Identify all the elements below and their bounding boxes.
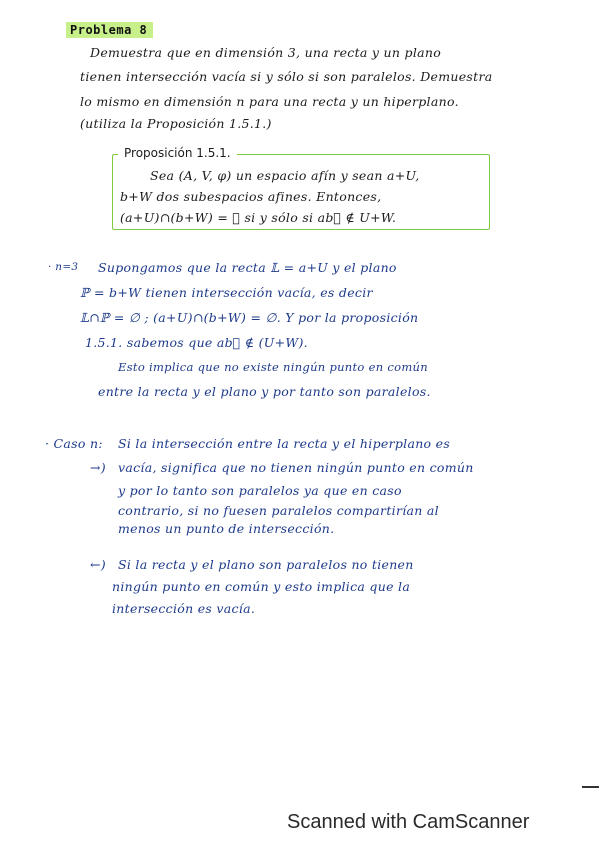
- case3-line-5: Esto implica que no existe ningún punto en común: [118, 360, 428, 374]
- casen-back-line-3: intersección es vacía.: [112, 601, 256, 616]
- scan-edge-mark: [582, 786, 599, 788]
- casen-forward-line-3: contrario, si no fuesen paralelos compartirían al: [118, 503, 439, 518]
- proposition-title: Proposición 1.5.1.: [118, 146, 237, 160]
- case3-line-1: Supongamos que la recta 𝕃 = a+U y el plano: [98, 260, 397, 275]
- camscanner-footer: Scanned with CamScanner: [287, 811, 530, 833]
- problem-title: Problema 8: [66, 22, 153, 38]
- proposition-line-3: (a+U)∩(b+W) = ∅ si y sólo si ab⃗ ∉ U+W.: [120, 210, 397, 225]
- casen-back-line-2: ningún punto en común y esto implica que la: [112, 579, 411, 594]
- casen-forward-line-4: menos un punto de intersección.: [118, 521, 335, 536]
- case3-line-4: 1.5.1. sabemos que ab⃗ ∉ (U+W).: [85, 335, 308, 350]
- casen-back-line-1: Si la recta y el plano son paralelos no tienen: [118, 557, 414, 572]
- statement-line-4: (utiliza la Proposición 1.5.1.): [80, 116, 272, 131]
- casen-forward-line-1: vacía, significa que no tienen ningún punto en común: [118, 460, 474, 475]
- casen-first-line: Si la intersección entre la recta y el hiperplano es: [118, 436, 451, 451]
- case3-line-6: entre la recta y el plano y por tanto son paralelos.: [98, 384, 431, 399]
- back-arrow: ←): [90, 557, 106, 572]
- case3-line-3: 𝕃∩ℙ = ∅ ; (a+U)∩(b+W) = ∅. Y por la proposición: [80, 310, 419, 325]
- case3-label: · n=3: [48, 261, 79, 273]
- statement-line-3: lo mismo en dimensión n para una recta y un hiperplano.: [80, 94, 459, 109]
- casen-forward-line-2: y por lo tanto son paralelos ya que en caso: [118, 483, 402, 498]
- proposition-line-2: b+W dos subespacios afines. Entonces,: [120, 189, 382, 204]
- proposition-line-1: Sea (A, V, φ) un espacio afín y sean a+U,: [150, 168, 420, 183]
- statement-line-1: Demuestra que en dimensión 3, una recta y un plano: [90, 45, 442, 60]
- statement-line-2: tienen intersección vacía si y sólo si son paralelos. Demuestra: [80, 69, 493, 84]
- forward-arrow: →): [90, 460, 106, 475]
- case3-line-2: ℙ = b+W tienen intersección vacía, es decir: [80, 285, 373, 300]
- casen-label: · Caso n:: [45, 436, 103, 451]
